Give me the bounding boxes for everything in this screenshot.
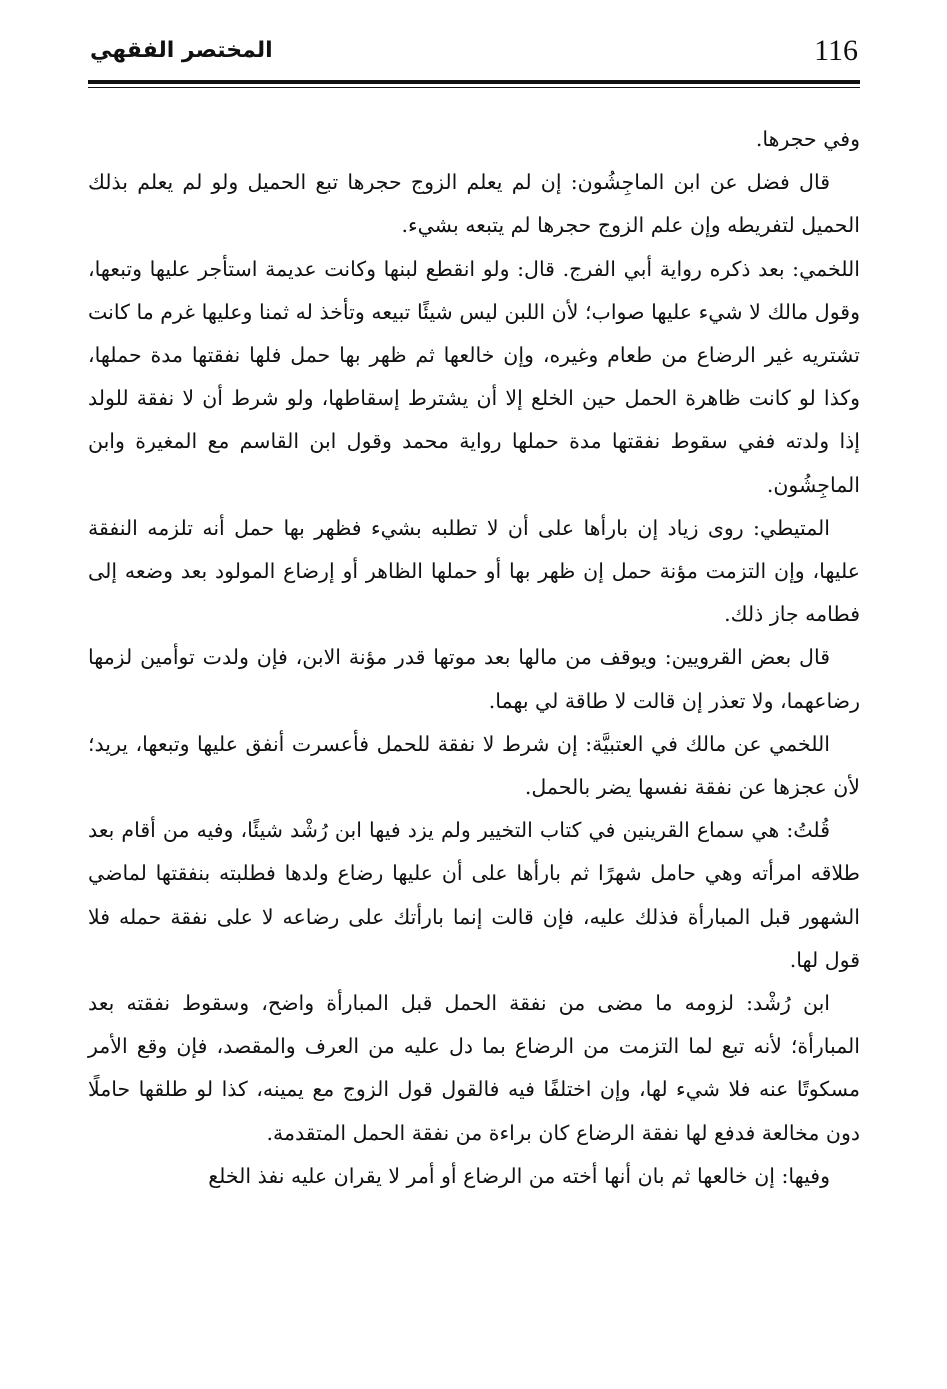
paragraph: اللخمي عن مالك في العتبيَّة: إن شرط لا نفقة للحمل فأعسرت أنفق عليها وتبعها، يريد؛ لأن عجزها عن نفقة نفسها يضر بالحمل. <box>88 731 860 800</box>
paragraph: وفيها: إن خالعها ثم بان أنها أخته من الرضاع أو أمر لا يقران عليه نفذ الخلع <box>208 1163 830 1188</box>
paragraph: قال فضل عن ابن الماجِشُون: إن لم يعلم الزوج حجرها تبع الحميل ولو لم يعلم بذلك الحميل لتفريطه وإن علم الزوج حجرها لم يتبعه بشيء. <box>88 170 860 238</box>
header-rule-thin <box>88 87 860 88</box>
page-header <box>88 30 860 88</box>
paragraph: وفي حجرها. <box>755 127 860 151</box>
paragraph: المتيطي: روى زياد إن بارأها على أن لا تطلبه بشيء فظهر بها حمل أنه تلزمه النفقة عليها، وإن التزمت مؤنة حمل إن ظهر بها أو حملها الظاهر أو إرضاع المولود بعد وضعه إلى فطامه جاز ذلك. <box>88 515 860 627</box>
running-title: المختصر الفقهي <box>90 38 273 63</box>
page-number: 116 <box>814 34 858 67</box>
header-rule-thick <box>88 80 860 84</box>
body-text <box>88 118 860 1198</box>
book-page <box>88 30 860 1370</box>
paragraph: ابن رُشْد: لزومه ما مضى من نفقة الحمل قبل المبارأة واضح، وسقوط نفقته بعد المبارأة؛ لأنه تبع لما التزمت من الرضاع بما دل عليه من العرف والمقصد، فإن وقع الأمر مسكوتًا عنه فلا شيء لها، وإن اختلفًا فيه فالقول قول الزوج مع يمينه، كذا لو طلقها حاملًا دون مخالعة فدفع لها نفقة الرضاع كان براءة من نفقة الحمل المتقدمة. <box>88 991 860 1145</box>
paragraph: قال بعض القرويين: ويوقف من مالها بعد موتها قدر مؤنة الابن، فإن ولدت توأمين لزمها رضاعهما، ولا تعذر إن قالت لا طاقة لي بهما. <box>88 645 860 713</box>
paragraph: قُلتُ: هي سماع القرينين في كتاب التخيير ولم يزد فيها ابن رُشْد شيئًا، وفيه من أقام بعد طلاقه امرأته وهي حامل شهرًا ثم بارأها على أن عليها رضاع ولدها فطلبته بنفقتها لماضي الشهور قبل المبارأة فذلك عليه، فإن قالت إنما بارأتك على رضاعه لا على نفقة حمله فلا قول لها. <box>88 818 860 972</box>
paragraph: اللخمي: بعد ذكره رواية أبي الفرج. قال: ولو انقطع لبنها وكانت عديمة استأجر عليها وتبعها، وقول مالك لا شيء عليها صواب؛ لأن اللبن ليس شيئًا تبيعه وتأخذ له ثمنا وعليها غرم ما كانت تشتريه غير الرضاع من طعام وغيره، وإن خالعها ثم ظهر بها حمل فلها نفقتها مدة حملها، وكذا لو كانت ظاهرة الحمل حين الخلع إلا أن يشترط إسقاطها، ولو شرط أن لا نفقة للولد إذا ولدته ففي سقوط نفقتها مدة حملها رواية محمد وقول ابن القاسم مع المغيرة وابن الماجِشُون. <box>88 256 860 497</box>
